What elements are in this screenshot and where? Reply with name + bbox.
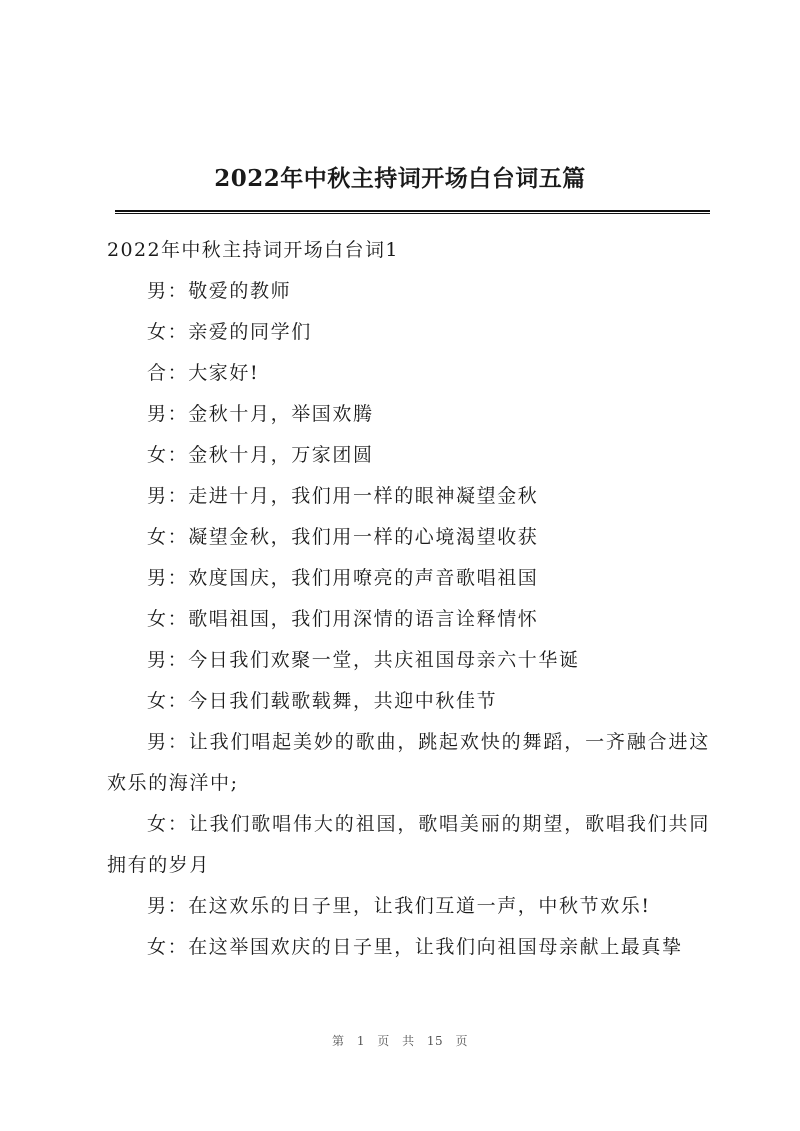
title-divider: [115, 210, 710, 214]
dialogue-line: 男：在这欢乐的日子里，让我们互道一声，中秋节欢乐!: [147, 895, 651, 917]
dialogue-line: 女：歌唱祖国，我们用深情的语言诠释情怀: [147, 608, 539, 630]
page-number-footer: 第 1 页 共 15 页: [332, 1034, 468, 1048]
dialogue-line: 女：在这举国欢庆的日子里，让我们向祖国母亲献上最真挚: [147, 936, 683, 958]
dialogue-line: 男：让我们唱起美妙的歌曲，跳起欢快的舞蹈，一齐融合进这欢乐的海洋中;: [107, 731, 710, 794]
document-title: 2022年中秋主持词开场白台词五篇: [214, 165, 586, 192]
dialogue-line: 男：走进十月，我们用一样的眼神凝望金秋: [147, 485, 539, 507]
dialogue-line: 男：今日我们欢聚一堂，共庆祖国母亲六十华诞: [147, 649, 580, 671]
dialogue-line: 女：亲爱的同学们: [147, 321, 312, 343]
dialogue-line: 男：金秋十月，举国欢腾: [147, 403, 374, 425]
dialogue-line: 女：今日我们载歌载舞，共迎中秋佳节: [147, 690, 498, 712]
dialogue-line: 男：欢度国庆，我们用嘹亮的声音歌唱祖国: [147, 567, 539, 589]
dialogue-line: 女：让我们歌唱伟大的祖国，歌唱美丽的期望，歌唱我们共同拥有的岁月: [107, 813, 710, 876]
document-body: [107, 230, 710, 968]
section-heading: 2022年中秋主持词开场白台词1: [107, 239, 399, 261]
dialogue-line: 女：金秋十月，万家团圆: [147, 444, 374, 466]
dialogue-line: 男：敬爱的教师: [147, 280, 292, 302]
dialogue-line: 女：凝望金秋，我们用一样的心境渴望收获: [147, 526, 539, 548]
dialogue-line: 合：大家好!: [147, 362, 260, 384]
